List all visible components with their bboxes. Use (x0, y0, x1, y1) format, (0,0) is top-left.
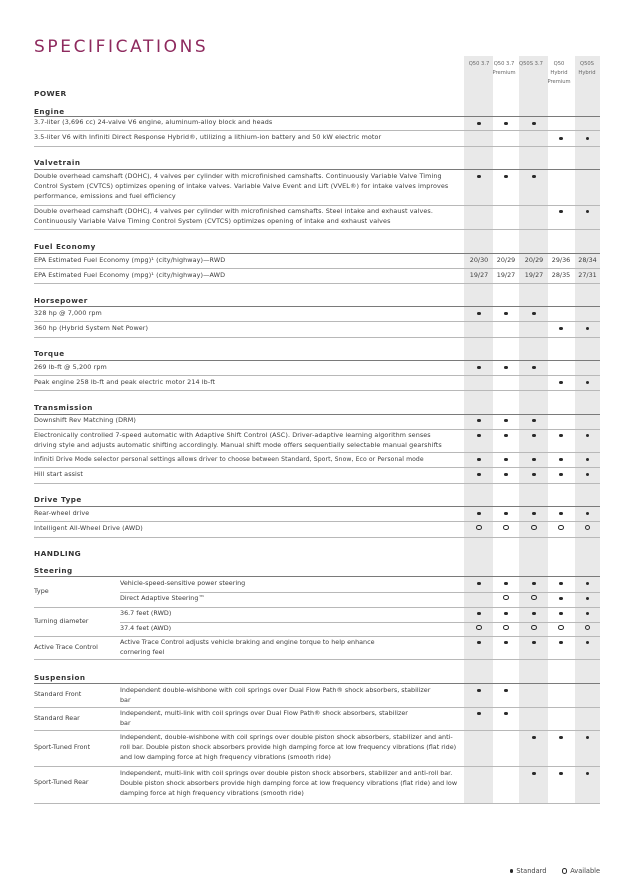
row-valvetrain-1: Double overhead camshaft (DOHC), 4 valves per cylinder with microfinished camshafts. Continuously Variable Valve Timing Control System (CVTCS) optimizes opening of intake valves. Variable Valve Event and Lift (VVEL®) for intake valves improves performance, emissions and fuel efficiency (34, 172, 449, 200)
steering-type-label: Type (34, 587, 49, 595)
divider (120, 622, 600, 623)
standard-dot-icon (519, 580, 549, 586)
standard-dot-icon (575, 639, 600, 645)
divider (34, 429, 600, 430)
standard-dot-icon (575, 208, 600, 214)
standard-dot-icon (491, 610, 521, 616)
divider (34, 337, 600, 338)
row-fuel-awd: EPA Estimated Fuel Economy (mpg)¹ (city/highway)—AWD (34, 271, 226, 279)
standard-dot-icon (547, 734, 575, 740)
standard-dot-icon (547, 379, 575, 385)
available-ring-icon (519, 625, 549, 631)
page-title: SPECIFICATIONS (34, 37, 209, 57)
fuel-economy-value: 19/27 (524, 271, 544, 279)
standard-dot-icon (547, 510, 575, 516)
standard-dot-icon (519, 173, 549, 179)
legend-standard (510, 867, 546, 875)
row-fuel-rwd: EPA Estimated Fuel Economy (mpg)¹ (city/highway)—RWD (34, 256, 226, 264)
fuel-economy-value: 20/30 (469, 256, 489, 264)
standard-dot-icon (575, 610, 600, 616)
row-torque-1: 269 lb-ft @ 5,200 rpm (34, 363, 107, 371)
standard-dot-icon (575, 770, 600, 776)
divider (34, 283, 600, 284)
divider (34, 205, 600, 206)
available-ring-icon (575, 525, 600, 531)
group-engine: Engine (34, 107, 65, 116)
standard-dot-icon (575, 734, 600, 740)
standard-dot-icon (547, 770, 575, 776)
row-engine-1: 3.7-liter (3,696 cc) 24-valve V6 engine, aluminum-alloy block and heads (34, 118, 273, 126)
susp-sport-front-label: Sport-Tuned Front (34, 743, 91, 751)
available-ring-icon (491, 625, 521, 631)
standard-dot-icon (547, 208, 575, 214)
available-ring-icon (547, 625, 575, 631)
standard-dot-icon (547, 580, 575, 586)
legend-available (562, 867, 600, 875)
available-ring-icon (464, 625, 494, 631)
standard-dot-icon (464, 710, 494, 716)
divider (34, 390, 600, 391)
divider (34, 116, 600, 117)
standard-dot-icon (575, 325, 600, 331)
susp-standard-front-sub: Independent double-wishbone with coil springs over Dual Flow Path® shock absorbers, stabilizer bar (120, 686, 431, 704)
standard-dot-icon (519, 432, 549, 438)
available-ring-icon (562, 868, 567, 873)
group-horsepower: Horsepower (34, 296, 88, 305)
divider (34, 506, 600, 507)
susp-sport-rear-sub: Independent, multi-link with coil springs over double piston shock absorbers, stabilizer and anti-roll bar. Double piston shock absorbers provide high damping force at low frequency vibrations (flat ride) and low damping force at high frequency vibrations (smooth ride) (120, 769, 458, 797)
standard-dot-icon (491, 364, 521, 370)
divider (34, 707, 600, 708)
divider (34, 375, 600, 376)
available-ring-icon (519, 525, 549, 531)
group-suspension: Suspension (34, 673, 86, 682)
standard-dot-icon (519, 471, 549, 477)
section-handling: HANDLING (34, 549, 82, 558)
row-drive-2: Intelligent All-Wheel Drive (AWD) (34, 524, 143, 532)
legend-available-label: Available (570, 867, 601, 875)
standard-dot-icon (519, 770, 549, 776)
standard-dot-icon (519, 639, 549, 645)
standard-dot-icon (491, 456, 521, 462)
standard-dot-icon (519, 456, 549, 462)
row-hp-1: 328 hp @ 7,000 rpm (34, 309, 102, 317)
standard-dot-icon (491, 710, 521, 716)
column-header-q50s-hybrid: Q50S Hybrid (578, 61, 596, 76)
standard-dot-icon (464, 364, 494, 370)
standard-dot-icon (575, 595, 600, 601)
standard-dot-icon (491, 510, 521, 516)
divider (34, 537, 600, 538)
susp-standard-rear-sub: Independent, multi-link with coil springs over Dual Flow Path® shock absorbers, stabilizer bar (120, 709, 408, 727)
standard-dot-icon (491, 310, 521, 316)
row-torque-2: Peak engine 258 lb-ft and peak electric motor 214 lb-ft (34, 378, 216, 386)
divider (34, 321, 600, 322)
divider (34, 766, 600, 767)
available-ring-icon (491, 525, 521, 531)
standard-dot-icon (464, 310, 494, 316)
standard-dot-icon (575, 510, 600, 516)
standard-dot-icon (510, 869, 513, 872)
standard-dot-icon (547, 610, 575, 616)
standard-dot-icon (464, 687, 494, 693)
standard-dot-icon (464, 120, 494, 126)
group-transmission: Transmission (34, 403, 93, 412)
column-header-q50s-37: Q50S 3.7 (519, 61, 543, 67)
standard-dot-icon (575, 471, 600, 477)
divider (34, 576, 600, 577)
susp-sport-rear-label: Sport-Tuned Rear (34, 778, 89, 786)
standard-dot-icon (547, 456, 575, 462)
standard-dot-icon (575, 135, 600, 141)
susp-standard-front-label: Standard Front (34, 690, 82, 698)
column-header-q50-37: Q50 3.7 (468, 61, 490, 67)
standard-dot-icon (519, 120, 549, 126)
standard-dot-icon (547, 325, 575, 331)
divider (34, 253, 600, 254)
available-ring-icon (464, 525, 494, 531)
divider (34, 659, 600, 660)
divider (34, 130, 600, 131)
divider (34, 483, 600, 484)
row-valvetrain-2: Double overhead camshaft (DOHC), 4 valves per cylinder with microfinished camshafts. Steel intake and exhaust valves. Continuously Variable Valve Timing Control System (CVTCS) optimizes opening of intake and exhaust valves (34, 207, 433, 225)
standard-dot-icon (519, 510, 549, 516)
row-transmission-3: Infiniti Drive Mode selector personal settings allows driver to choose between Standard, Sport, Snow, Eco or Personal mode (34, 456, 424, 463)
standard-dot-icon (547, 595, 575, 601)
row-drive-1: Rear-wheel drive (34, 509, 90, 517)
standard-dot-icon (519, 417, 549, 423)
divider (34, 268, 600, 269)
standard-dot-icon (575, 379, 600, 385)
standard-dot-icon (464, 173, 494, 179)
divider (34, 146, 600, 147)
row-transmission-2: Electronically controlled 7-speed automatic with Adaptive Shift Control (ASC). Driver-adaptive learning algorithm senses driving style and adjusts automatic shifting accordingly. Manual shift mode offers sequentially selectable manual gearshifts (34, 431, 442, 449)
divider (34, 683, 600, 684)
divider (34, 607, 600, 608)
active-trace-sub: Active Trace Control adjusts vehicle braking and engine torque to help enhance cornering feel (120, 638, 375, 656)
fuel-economy-value: 20/29 (496, 256, 516, 264)
standard-dot-icon (491, 580, 521, 586)
standard-dot-icon (547, 432, 575, 438)
available-ring-icon (491, 595, 521, 601)
group-drive-type: Drive Type (34, 495, 82, 504)
standard-dot-icon (464, 610, 494, 616)
standard-dot-icon (464, 639, 494, 645)
divider (34, 414, 600, 415)
divider (34, 467, 600, 468)
available-ring-icon (519, 595, 549, 601)
fuel-economy-value: 19/27 (469, 271, 489, 279)
standard-dot-icon (547, 135, 575, 141)
standard-dot-icon (464, 417, 494, 423)
row-engine-2: 3.5-liter V6 with Infiniti Direct Response Hybrid®, utilizing a lithium-ion battery and 50 kW electric motor (34, 133, 382, 141)
steering-type-sub-1: Vehicle-speed-sensitive power steering (120, 579, 246, 587)
standard-dot-icon (491, 120, 521, 126)
fuel-economy-value: 29/36 (551, 256, 571, 264)
turning-diameter-sub-2: 37.4 feet (AWD) (120, 624, 172, 632)
standard-dot-icon (575, 456, 600, 462)
group-torque: Torque (34, 349, 65, 358)
fuel-economy-value: 27/31 (578, 271, 597, 279)
fuel-economy-value: 28/34 (578, 256, 597, 264)
group-valvetrain: Valvetrain (34, 158, 81, 167)
divider (34, 521, 600, 522)
standard-dot-icon (464, 580, 494, 586)
legend-standard-label: Standard (516, 867, 547, 875)
group-fuel-economy: Fuel Economy (34, 242, 96, 251)
susp-sport-front-sub: Independent, double-wishbone with coil springs over double piston shock absorbers, stabilizer and anti-roll bar. Double piston shock absorbers provide high damping force at low frequency vibrations (flat ride) and low damping force at high frequency vibrations (smooth ride) (120, 733, 457, 761)
standard-dot-icon (491, 639, 521, 645)
column-header-q50-hybrid-premium: Q50 Hybrid Premium (547, 61, 571, 85)
available-ring-icon (575, 625, 600, 631)
standard-dot-icon (547, 639, 575, 645)
turning-diameter-label: Turning diameter (34, 617, 89, 625)
steering-type-sub-2: Direct Adaptive Steering™ (120, 594, 205, 602)
divider (34, 169, 600, 170)
divider (34, 360, 600, 361)
fuel-economy-value: 28/35 (551, 271, 571, 279)
row-transmission-4: Hill start assist (34, 470, 83, 478)
standard-dot-icon (519, 610, 549, 616)
standard-dot-icon (464, 456, 494, 462)
column-header-q50-37-premium: Q50 3.7 Premium (492, 61, 516, 76)
divider (34, 803, 600, 804)
standard-dot-icon (491, 173, 521, 179)
group-steering: Steering (34, 566, 73, 575)
divider (34, 229, 600, 230)
standard-dot-icon (519, 310, 549, 316)
section-power: POWER (34, 89, 67, 98)
divider (34, 636, 600, 637)
turning-diameter-sub-1: 36.7 feet (RWD) (120, 609, 172, 617)
row-transmission-1: Downshift Rev Matching (DRM) (34, 416, 136, 424)
standard-dot-icon (491, 687, 521, 693)
divider (34, 730, 600, 731)
row-hp-2: 360 hp (Hybrid System Net Power) (34, 324, 149, 332)
standard-dot-icon (464, 432, 494, 438)
susp-standard-rear-label: Standard Rear (34, 714, 80, 722)
divider (34, 452, 600, 453)
standard-dot-icon (575, 432, 600, 438)
available-ring-icon (547, 525, 575, 531)
divider (34, 306, 600, 307)
standard-dot-icon (464, 471, 494, 477)
standard-dot-icon (491, 417, 521, 423)
standard-dot-icon (519, 734, 549, 740)
fuel-economy-value: 20/29 (524, 256, 544, 264)
active-trace-label: Active Trace Control (34, 643, 98, 651)
standard-dot-icon (491, 432, 521, 438)
standard-dot-icon (519, 364, 549, 370)
fuel-economy-value: 19/27 (496, 271, 516, 279)
standard-dot-icon (575, 580, 600, 586)
divider (120, 592, 600, 593)
standard-dot-icon (464, 510, 494, 516)
standard-dot-icon (547, 471, 575, 477)
standard-dot-icon (491, 471, 521, 477)
